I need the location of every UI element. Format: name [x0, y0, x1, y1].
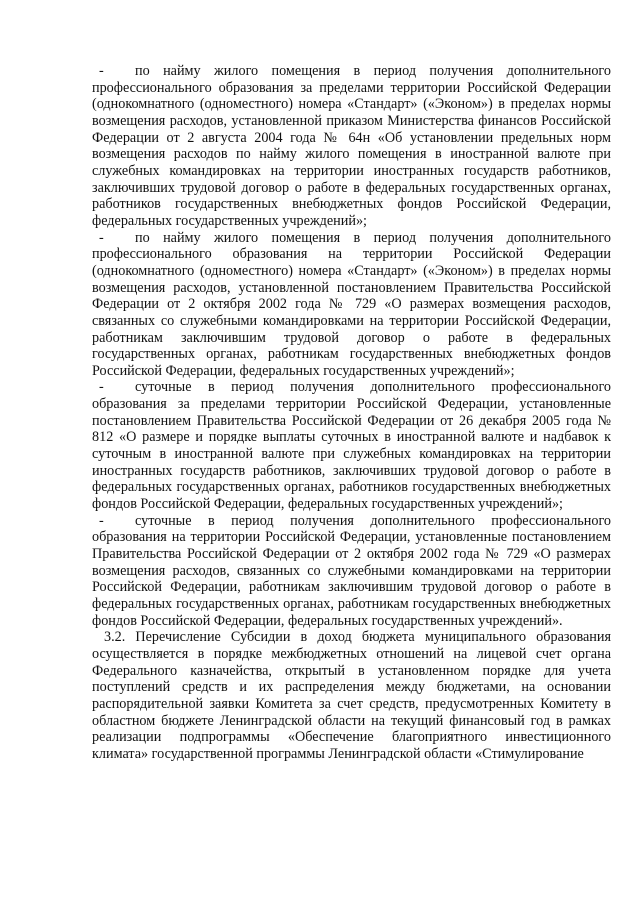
paragraph-section-3-2	[92, 629, 611, 762]
paragraph-bullet-housing-domestic	[92, 230, 611, 380]
bullet-dash: -	[99, 512, 104, 529]
paragraph-text: по найму жилого помещения в период получения дополнительного профессионального образования на территории Российской Федерации (однокомнатного (одноместного) номера «Стандарт» («Эконом») в пределах нормы возмещения расходов, установленной постановлением Правительства Российской Федерации от 2 октября 2002 года № 729 «О размерах возмещения расходов, связанных со служебными командировками на территории Российской Федерации, работникам заключившим трудовой договор о работе в федеральных государственных органах, работникам государственных внебюджетных фондов Российской Федерации, федеральных государственных учреждений»;	[92, 229, 611, 379]
bullet-dash: -	[99, 229, 104, 246]
paragraph-bullet-per-diem-domestic	[92, 513, 611, 630]
paragraph-bullet-housing-abroad	[92, 63, 611, 230]
paragraph-text: суточные в период получения дополнительного профессионального образования на территории Российской Федерации, установленные постановлением Правительства Российской Федерации от 2 октября 2002 года № 729 «О размерах возмещения расходов, связанных со служебными командировками на территории Российской Федерации, работникам заключившим трудовой договор о работе в федеральных государственных органах, работникам государственных внебюджетных фондов Российской Федерации, федеральных государственных учреждений».	[92, 512, 611, 629]
paragraph-bullet-per-diem-abroad	[92, 379, 611, 512]
document-page	[92, 63, 611, 763]
bullet-dash: -	[99, 63, 104, 79]
paragraph-text: суточные в период получения дополнительного профессионального образования за пределами территории Российской Федерации, установленные постановлением Правительства Российской Федерации от 26 декабря 2005 года № 812 «О размере и порядке выплаты суточных в иностранной валюте и надбавок к суточным в иностранной валюте при служебных командировках на территории иностранных государств работников, заключивших трудовой договор о работе в федеральных государственных органах, работников государственных внебюджетных фондов Российской Федерации, федеральных государственных учреждений»;	[92, 379, 611, 513]
paragraph-text: 3.2. Перечисление Субсидии в доход бюджета муниципального образования осуществляется в порядке межбюджетных отношений на лицевой счет органа Федерального казначейства, открытый в установленном порядке для учета поступлений средств и их распределения между бюджетами, на основании распорядительной заявки Комитета за счет средств, предусмотренных Комитету в областном бюджете Ленинградской области на текущий финансовый год в рамках реализации подпрограммы «Обеспечение благоприятного инвестиционного климата» государственной программы Ленинградской области «Стимулирование	[92, 629, 611, 762]
bullet-dash: -	[99, 379, 104, 396]
paragraph-text: по найму жилого помещения в период получения дополнительного профессионального образования за пределами территории Российской Федерации (однокомнатного (одноместного) номера «Стандарт» («Эконом») в пределах нормы возмещения расходов, установленной приказом Министерства финансов Российской Федерации от 2 августа 2004 года № 64н «Об установлении предельных норм возмещения расходов по найму жилого помещения в иностранной валюте при служебных командировках на территории иностранных государств работников, заключивших трудовой договор о работе в федеральных государственных органах, работников государственных внебюджетных фондов Российской Федерации, федеральных государственных учреждений»;	[92, 63, 611, 229]
